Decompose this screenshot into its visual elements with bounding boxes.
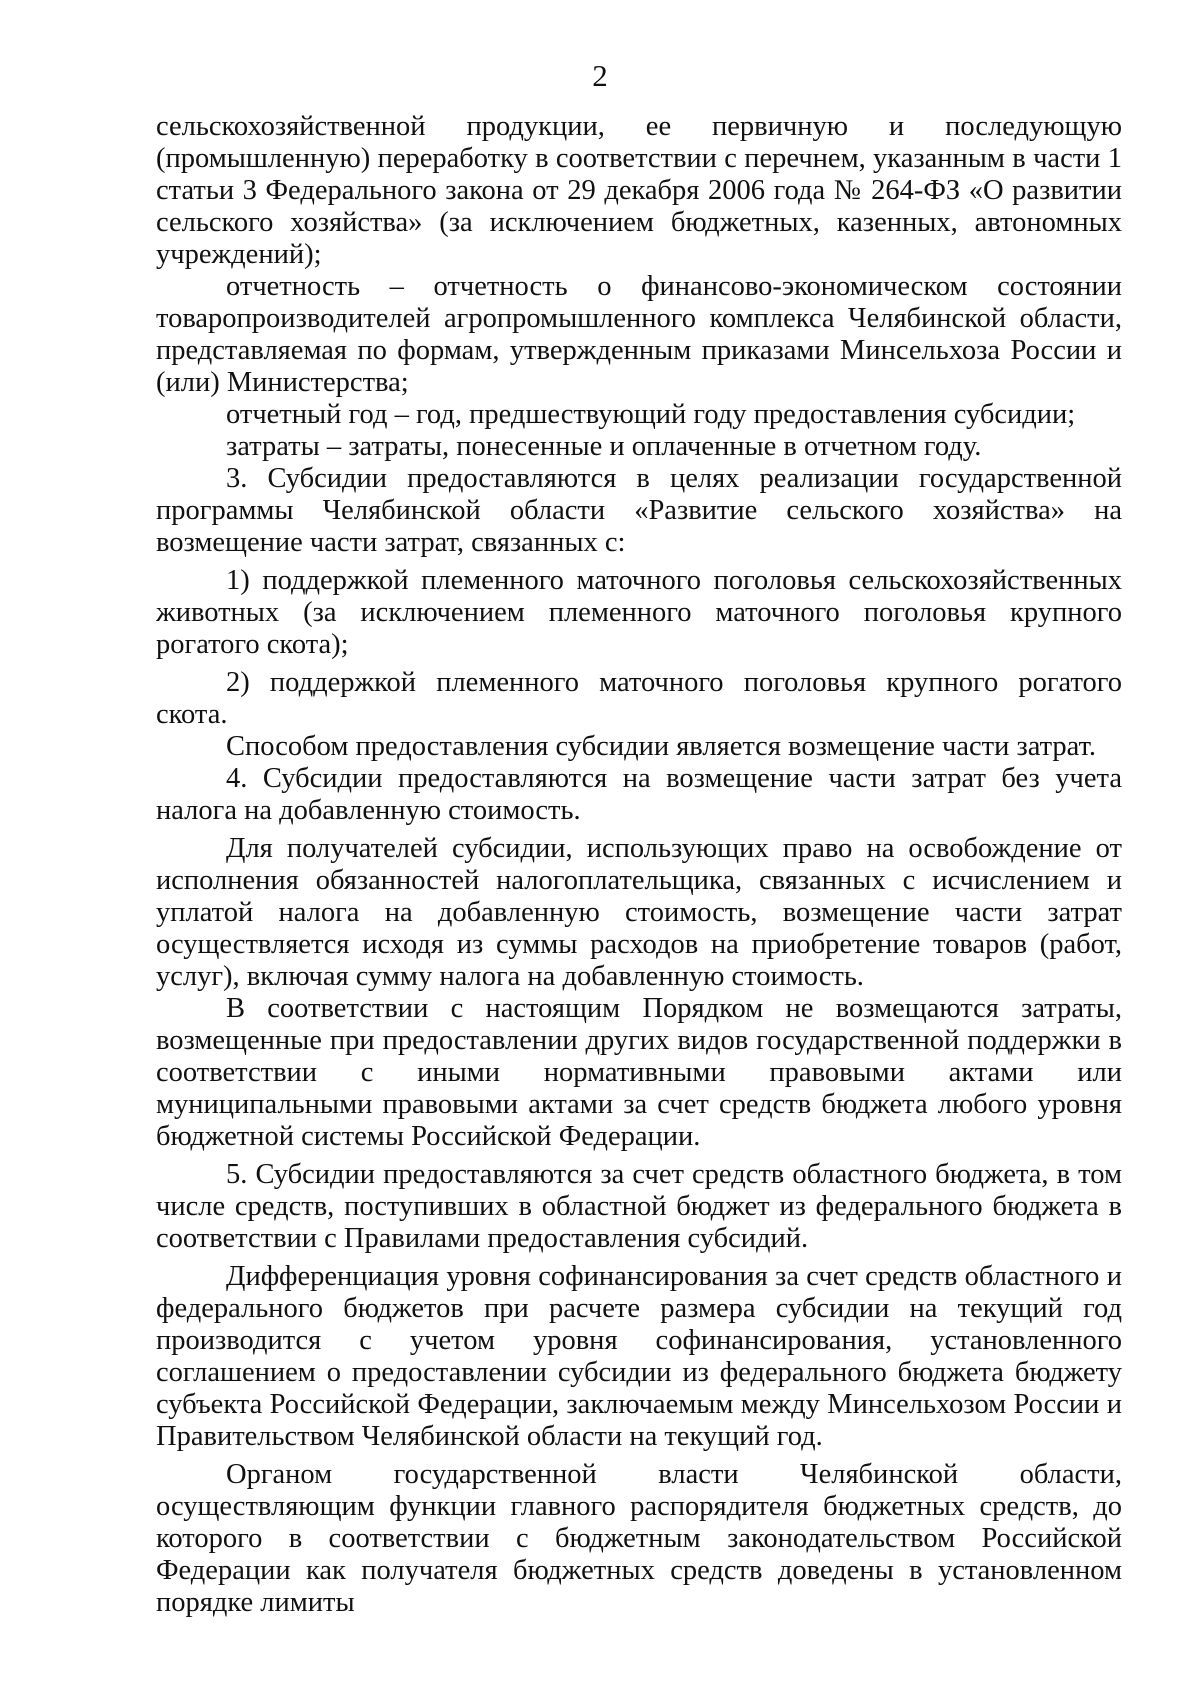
paragraph-3-item-2: 2) поддержкой племенного маточного поголовья крупного рогатого скота. bbox=[156, 667, 1122, 730]
paragraph-not-reimbursed: В соответствии с настоящим Порядком не возмещаются затраты, возмещенные при предоставлении других видов государственной поддержки в соответствии с иными нормативными правовыми актами или муниципальными правовыми актами за счет средств бюджета любого уровня бюджетной системы Российской Федерации. bbox=[156, 993, 1122, 1152]
paragraph-reporting-definition: отчетность – отчетность о финансово-экономическом состоянии товаропроизводителей агропромышленного комплекса Челябинской области, представляемая по формам, утвержденным приказами Минсельхоза России и (или) Министерства; bbox=[156, 271, 1122, 398]
paragraph-4: 4. Субсидии предоставляются на возмещение части затрат без учета налога на добавленную стоимость. bbox=[156, 763, 1122, 826]
page-number: 2 bbox=[592, 58, 608, 93]
paragraph-cofinancing: Дифференциация уровня софинансирования за счет средств областного и федерального бюджетов при расчете размера субсидии на текущий год производится с учетом уровня софинансирования, установленного соглашением о предоставлении субсидии из федерального бюджета бюджету субъекта Российской Федерации, заключаемым между Минсельхозом России и Правительством Челябинской области на текущий год. bbox=[156, 1261, 1122, 1452]
paragraph-authority: Органом государственной власти Челябинской области, осуществляющим функции главного распорядителя бюджетных средств, до которого в соответствии с бюджетным законодательством Российской Федерации как получателя бюджетных средств доведены в установленном порядке лимиты bbox=[156, 1459, 1122, 1618]
paragraph-method: Способом предоставления субсидии является возмещение части затрат. bbox=[226, 731, 1097, 762]
paragraph-reporting-year-definition: отчетный год – год, предшествующий году предоставления субсидии; bbox=[226, 399, 1076, 430]
paragraph-3-item-1: 1) поддержкой племенного маточного поголовья сельскохозяйственных животных (за исключением племенного маточного поголовья крупного рогатого скота); bbox=[156, 565, 1122, 660]
paragraph-continuation: сельскохозяйственной продукции, ее первичную и последующую (промышленную) переработку в соответствии с перечнем, указанным в части 1 статьи 3 Федерального закона от 29 декабря 2006 года № 264-ФЗ «О развитии сельского хозяйства» (за исключением бюджетных, казенных, автономных учреждений); bbox=[156, 111, 1122, 270]
paragraph-3: 3. Субсидии предоставляются в целях реализации государственной программы Челябинской области «Развитие сельского хозяйства» на возмещение части затрат, связанных с: bbox=[156, 463, 1122, 558]
document-body bbox=[156, 111, 1122, 1619]
paragraph-costs-definition: затраты – затраты, понесенные и оплаченные в отчетном году. bbox=[226, 431, 982, 462]
paragraph-vat-exempt: Для получателей субсидии, использующих право на освобождение от исполнения обязанностей налогоплательщика, связанных с исчислением и уплатой налога на добавленную стоимость, возмещение части затрат осуществляется исходя из суммы расходов на приобретение товаров (работ, услуг), включая сумму налога на добавленную стоимость. bbox=[156, 833, 1122, 992]
paragraph-5: 5. Субсидии предоставляются за счет средств областного бюджета, в том числе средств, поступивших в областной бюджет из федерального бюджета в соответствии с Правилами предоставления субсидий. bbox=[156, 1159, 1122, 1254]
